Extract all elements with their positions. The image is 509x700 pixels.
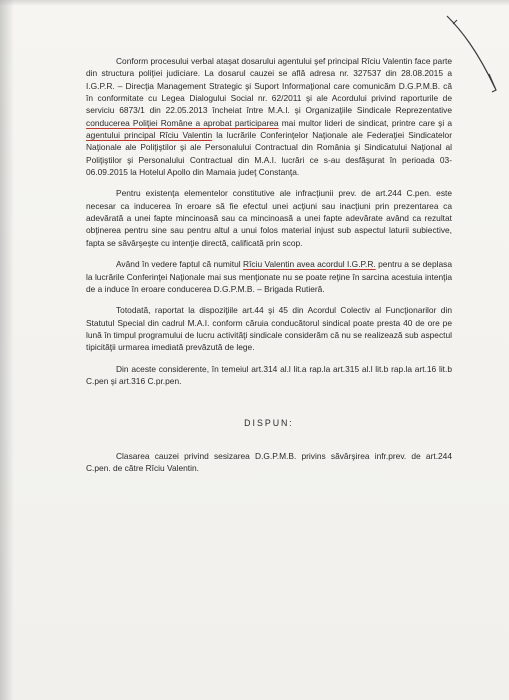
underlined-agent-name: agentului principal Rîciu Valentin [86, 130, 213, 141]
paragraph-1-text-b: mai multor lideri de sindicat, printre care şi a [278, 117, 452, 128]
underlined-igpr-agreement: Rîciu Valentin avea acordul I.G.P.R. [243, 259, 376, 270]
paragraph-1-text-a: Conform procesului verbal ataşat dosarului agentului şef principal Rîciu Valentin face parte din structura poliţiei judiciare. La dosarul cauzei se află adresa nr. 327537 din 28.08.2015 a I.G.P.R. – Direcţia Management Strategic şi Suport Informaţional care comunicăm D.G.P.M.B. că în conformitate cu Legea Dialogului Social nr. 62/2011 şi ale Acordului privind raporturile de serviciu 6873/1 din 22.05.2013 încheiat între M.A.I. şi Organizaţiile Sindicale Reprezentative [86, 56, 452, 116]
paragraph-1-text-c: la lucrările Conferinţelor Naţionale ale Federaţiei Sindicatelor Naţionale ale Poliţiştilor şi ale Personalului Contractual din România şi Sindicatului Naţional al Poliţiştilor şi Personalului Contractual din M.A.I. lucrări ce s-au desfăşurat în perioada 03-06.09.2015 la Hotelul Apollo din Mamaia judeţ Constanţa. [86, 130, 453, 178]
dispun-heading: DISPUN: [244, 418, 294, 429]
paragraph-3 [86, 258, 452, 295]
scan-edge-shadow [0, 0, 14, 700]
paragraph-3-text-b: pentru a se deplasa la lucrările Conferinţei Naţionale mai sus menţionate nu se poate reţine în sarcina acestuia intenţia de a induce în eroare conducerea D.G.P.M.B. – Brigada Rutieră. [86, 259, 452, 294]
paragraph-6: Clasarea cauzei privind sesizarea D.G.P.M.B. privins săvârşirea infr.prev. de art.244 C.pen. de către Rîciu Valentin. [86, 450, 452, 473]
paragraph-4: Totodată, raportat la dispoziţiile art.44 şi 45 din Acordul Colectiv al Funcţionarilor din Statutul Special din cadrul M.A.I. conform căruia conducătorul sindical poate presta 40 de ore pe lună în timpul programului de lucru activităţi sindicale considerăm că nu se realizează sub aspectul tipicităţii urmarea imediată prevăzută de lege. [86, 305, 452, 353]
document-body [86, 55, 452, 474]
paragraph-5: Din aceste considerente, în temeiul art.314 al.l lit.a rap.la art.315 al.l lit.b rap.la art.16 lit.b C.pen şi art.316 C.pr.pen. [86, 363, 452, 386]
paragraph-1 [86, 55, 452, 178]
underlined-approval-text: conducerea Poliţiei Române a aprobat participarea [86, 117, 279, 128]
scan-top-shadow [0, 0, 509, 6]
paragraph-2: Pentru existenţa elementelor constitutive ale infracţiunii prev. de art.244 C.pen. este necesar ca inducerea în eroare să fie efectul unei acţiuni sau inacţiuni prin prezentarea ca adevărată a unei fapte mincinoasă sau ca mincinoasă a unei fapte adevărate având ca rezultat obţinerea pentru sine sau pentru altul a unui folos material injust sub aspectul laturii subiective, fapta se săvârşeşte cu intenţie directă, calificată prin scop. [86, 188, 452, 248]
handwritten-mark-icon [443, 10, 503, 100]
paragraph-3-text-a: Având în vedere faptul că numitul [116, 259, 244, 270]
